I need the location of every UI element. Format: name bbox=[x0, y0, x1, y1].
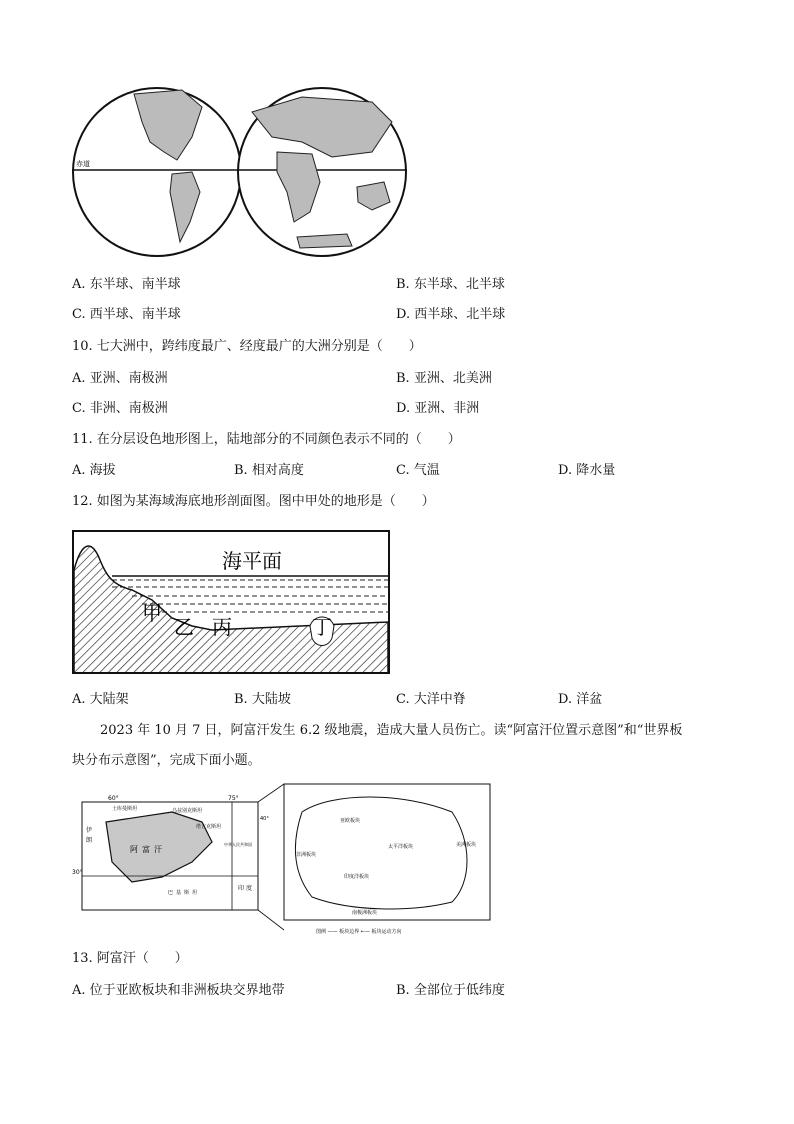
svg-text:南极洲板块: 南极洲板块 bbox=[352, 910, 378, 916]
q12-option-a[interactable]: A. 大陆架 bbox=[72, 692, 129, 707]
svg-text:巴: 巴 bbox=[168, 890, 174, 896]
q11-option-d[interactable]: D. 降水量 bbox=[558, 463, 616, 478]
svg-text:太平洋板块: 太平洋板块 bbox=[388, 844, 414, 850]
label-sea-level: 海平面 bbox=[222, 549, 282, 573]
hemispheres-figure bbox=[72, 82, 412, 262]
q12-stem: 12. 如图为某海域海底地形剖面图。图中甲处的地形是（ ） bbox=[72, 494, 435, 509]
svg-text:亚欧板块: 亚欧板块 bbox=[340, 818, 361, 824]
svg-text:印度洋板块: 印度洋板块 bbox=[344, 874, 370, 880]
q10-option-b[interactable]: B. 亚洲、北美洲 bbox=[396, 371, 492, 386]
svg-text:阿: 阿 bbox=[130, 845, 138, 854]
seafloor-profile-figure bbox=[72, 530, 392, 676]
svg-text:土库曼斯坦: 土库曼斯坦 bbox=[112, 806, 138, 812]
svg-text:富: 富 bbox=[142, 845, 150, 854]
q13-option-b[interactable]: B. 全部位于低纬度 bbox=[396, 983, 505, 998]
q9-option-c[interactable]: C. 西半球、南半球 bbox=[72, 307, 181, 322]
svg-text:塔吉克斯坦: 塔吉克斯坦 bbox=[196, 824, 222, 830]
q11-option-a[interactable]: A. 海拔 bbox=[72, 463, 116, 478]
svg-text:图例 —— 板块边界 ←— 板块运动方向: 图例 —— 板块边界 ←— 板块运动方向 bbox=[316, 929, 402, 935]
label-bing: 丙 bbox=[212, 615, 232, 639]
svg-text:斯: 斯 bbox=[184, 890, 190, 896]
q10-option-a[interactable]: A. 亚洲、南极洲 bbox=[72, 371, 168, 386]
q9-option-b[interactable]: B. 东半球、北半球 bbox=[396, 277, 505, 292]
svg-text:度: 度 bbox=[246, 885, 253, 892]
q10-option-d[interactable]: D. 亚洲、非洲 bbox=[396, 401, 480, 416]
passage-line-1: 2023 年 10 月 7 日，阿富汗发生 6.2 级地震，造成大量人员伤亡。读“阿富汗位置示意图”和“世界板 bbox=[100, 723, 683, 738]
svg-text:中华人民共和国: 中华人民共和国 bbox=[224, 842, 252, 847]
svg-text:乌兹别克斯坦: 乌兹别克斯坦 bbox=[172, 808, 203, 814]
svg-text:75°: 75° bbox=[228, 795, 239, 802]
afghanistan-plates-figure bbox=[72, 782, 504, 936]
q12-option-b[interactable]: B. 大陆坡 bbox=[234, 692, 291, 707]
label-yi: 乙 bbox=[174, 615, 194, 639]
label-equator: 赤道 bbox=[76, 160, 90, 168]
q12-option-d[interactable]: D. 洋盆 bbox=[558, 692, 603, 707]
svg-text:基: 基 bbox=[176, 890, 182, 896]
q12-option-c[interactable]: C. 大洋中脊 bbox=[396, 692, 466, 707]
svg-text:坦: 坦 bbox=[192, 890, 198, 896]
passage-line-2: 块分布示意图”，完成下面小题。 bbox=[72, 753, 261, 768]
q11-option-c[interactable]: C. 气温 bbox=[396, 463, 440, 478]
label-jia: 甲 bbox=[142, 601, 162, 625]
q9-option-d[interactable]: D. 西半球、北半球 bbox=[396, 307, 506, 322]
svg-text:30°: 30° bbox=[72, 869, 83, 876]
svg-text:朗: 朗 bbox=[86, 837, 93, 844]
q10-option-c[interactable]: C. 非洲、南极洲 bbox=[72, 401, 168, 416]
svg-text:非洲板块: 非洲板块 bbox=[296, 852, 317, 858]
svg-text:40°: 40° bbox=[260, 816, 269, 822]
q13-option-a[interactable]: A. 位于亚欧板块和非洲板块交界地带 bbox=[72, 983, 285, 998]
q10-stem: 10. 七大洲中，跨纬度最广、经度最广的大洲分别是（ ） bbox=[72, 339, 422, 354]
svg-text:汗: 汗 bbox=[154, 845, 162, 854]
q13-stem: 13. 阿富汗（ ） bbox=[72, 951, 188, 966]
svg-text:印: 印 bbox=[238, 885, 245, 892]
q11-option-b[interactable]: B. 相对高度 bbox=[234, 463, 304, 478]
svg-text:伊: 伊 bbox=[86, 827, 93, 834]
svg-text:60°: 60° bbox=[108, 795, 119, 802]
label-ding: 丁 bbox=[312, 615, 332, 639]
svg-text:美洲板块: 美洲板块 bbox=[456, 842, 477, 848]
q11-stem: 11. 在分层设色地形图上，陆地部分的不同颜色表示不同的（ ） bbox=[72, 432, 461, 447]
q9-option-a[interactable]: A. 东半球、南半球 bbox=[72, 277, 181, 292]
